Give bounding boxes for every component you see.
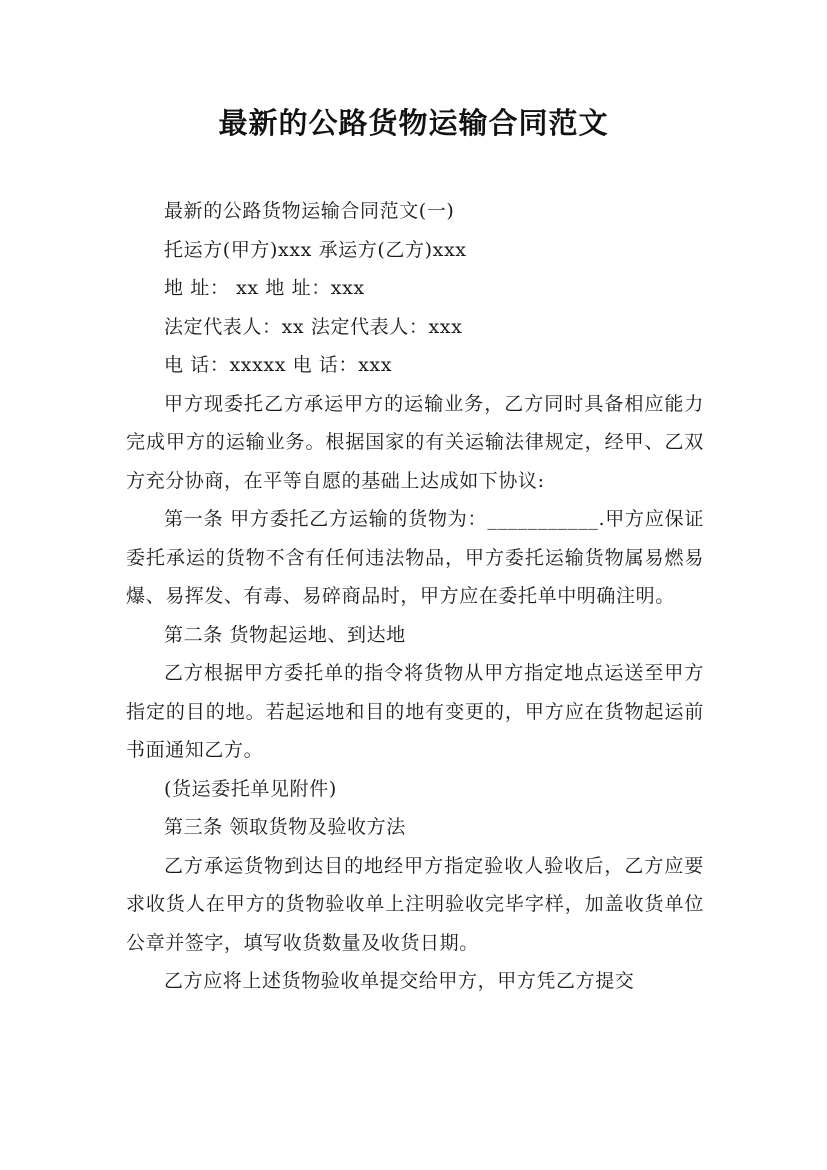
paragraph-article-3-heading: 第三条 领取货物及验收方法 [164,816,406,838]
paragraph-attachment-note: (货运委托单见附件) [164,777,337,800]
paragraph-article-2-heading: 第二条 货物起运地、到达地 [164,623,406,646]
paragraph-parties: 托运方(甲方)xxx 承运方(乙方)xxx [164,238,467,261]
paragraph-phone: 电 话：xxxxx 电 话：xxx [164,354,393,376]
document-body [126,192,704,1001]
paragraph-intro: 甲方现委托乙方承运甲方的运输业务，乙方同时具备相应能力完成甲方的运输业务。根据国家的有关运输法律规定，经甲、乙双方充分协商，在平等自愿的基础上达成如下协议: [126,392,704,492]
paragraph-article-3-continued: 乙方应将上述货物验收单提交给甲方，甲方凭乙方提交 [164,970,635,992]
paragraph-article-2-body: 乙方根据甲方委托单的指令将货物从甲方指定地点运送至甲方指定的目的地。若起运地和目的地有变更的，甲方应在货物起运前书面通知乙方。 [126,662,704,761]
paragraph-article-1: 第一条 甲方委托乙方运输的货物为：___________.甲方应保证委托承运的货物不含有任何违法物品，甲方委托运输货物属易燃易爆、易挥发、有毒、易碎商品时，甲方应在委托单中明确注明。 [126,508,704,607]
paragraph-legal-rep: 法定代表人：xx 法定代表人：xxx [164,315,463,338]
paragraph-article-3-body: 乙方承运货物到达目的地经甲方指定验收人验收后，乙方应要求收货人在甲方的货物验收单上注明验收完毕字样，加盖收货单位公章并签字，填写收货数量及收货日期。 [126,854,704,954]
paragraph-address: 地 址： xx 地 址：xxx [164,277,365,299]
document-title: 最新的公路货物运输合同范文 [218,106,609,140]
paragraph-heading: 最新的公路货物运输合同范文(一) [164,200,455,222]
